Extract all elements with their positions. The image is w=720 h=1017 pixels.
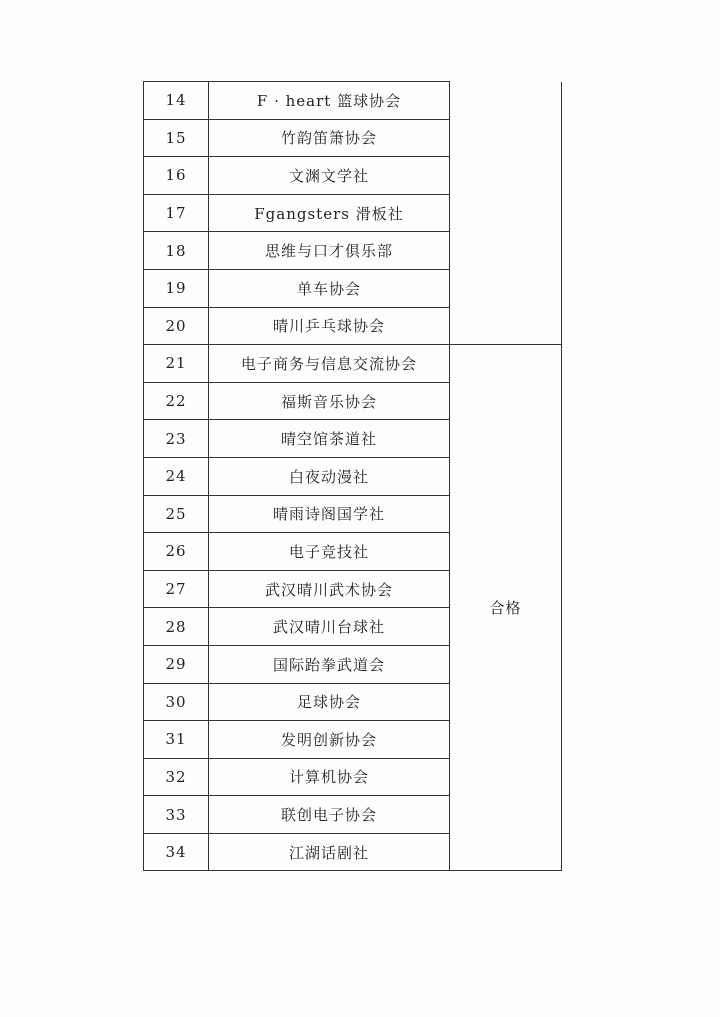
club-name: 白夜动漫社 [209, 457, 450, 495]
club-name: 江湖话剧社 [209, 833, 450, 871]
club-name: 晴雨诗阁国学社 [209, 495, 450, 533]
table-body [144, 82, 562, 871]
club-name: 电子商务与信息交流协会 [209, 345, 450, 383]
row-number: 34 [144, 833, 209, 871]
club-name: 武汉晴川台球社 [209, 608, 450, 646]
row-number: 33 [144, 796, 209, 834]
row-number: 25 [144, 495, 209, 533]
evaluation-result: 合格 [450, 345, 562, 871]
row-number: 16 [144, 157, 209, 195]
row-number: 21 [144, 345, 209, 383]
club-name: 文渊文学社 [209, 157, 450, 195]
club-name: 晴川乒乓球协会 [209, 307, 450, 345]
club-name: F · heart 篮球协会 [209, 82, 450, 120]
table-row [144, 82, 562, 120]
evaluation-result [450, 82, 562, 345]
row-number: 23 [144, 420, 209, 458]
club-name: 足球协会 [209, 683, 450, 721]
row-number: 28 [144, 608, 209, 646]
row-number: 30 [144, 683, 209, 721]
table-row [144, 345, 562, 383]
club-name: 武汉晴川武术协会 [209, 570, 450, 608]
club-name: Fgangsters 滑板社 [209, 194, 450, 232]
club-name: 竹韵笛箫协会 [209, 119, 450, 157]
row-number: 31 [144, 721, 209, 759]
row-number: 18 [144, 232, 209, 270]
club-name: 联创电子协会 [209, 796, 450, 834]
club-name: 发明创新协会 [209, 721, 450, 759]
row-number: 26 [144, 533, 209, 571]
club-name: 思维与口才俱乐部 [209, 232, 450, 270]
row-number: 20 [144, 307, 209, 345]
row-number: 14 [144, 82, 209, 120]
row-number: 22 [144, 382, 209, 420]
row-number: 32 [144, 758, 209, 796]
club-name: 晴空馆茶道社 [209, 420, 450, 458]
row-number: 17 [144, 194, 209, 232]
club-name: 单车协会 [209, 269, 450, 307]
row-number: 27 [144, 570, 209, 608]
club-evaluation-table [143, 81, 562, 871]
row-number: 29 [144, 645, 209, 683]
row-number: 24 [144, 457, 209, 495]
club-name: 电子竞技社 [209, 533, 450, 571]
club-name: 福斯音乐协会 [209, 382, 450, 420]
row-number: 19 [144, 269, 209, 307]
club-name: 国际跆拳武道会 [209, 645, 450, 683]
row-number: 15 [144, 119, 209, 157]
club-name: 计算机协会 [209, 758, 450, 796]
